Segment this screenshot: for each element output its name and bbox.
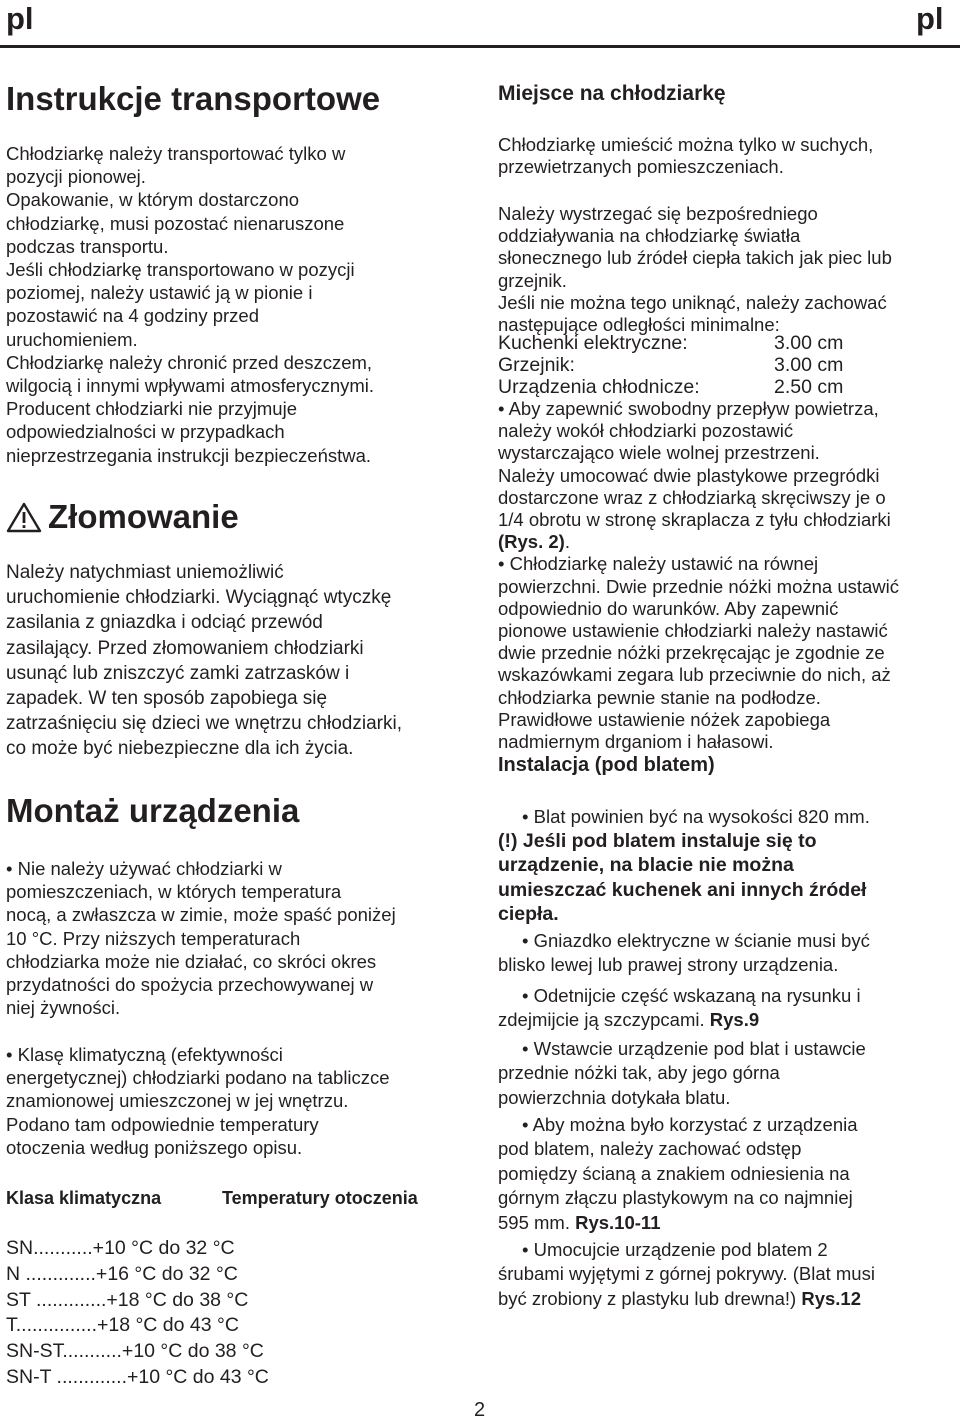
climate-table-header [6, 1186, 418, 1210]
text-line: Podano tam odpowiednie temperatury [6, 1113, 319, 1135]
placement-heading: Miejsce na chłodziarkę [498, 82, 726, 105]
placement-para-2 [498, 203, 892, 336]
installation-item-3 [498, 984, 861, 1033]
mounting-para-2 [6, 1043, 390, 1159]
disposal-body [6, 560, 402, 762]
text-line: odpowiedzialności w przypadkach [6, 421, 285, 443]
text-line: ciepła. [498, 903, 559, 926]
transport-heading: Instrukcje transportowe [6, 80, 381, 117]
text-line: Jeśli nie można tego uniknąć, należy zachować [498, 291, 887, 313]
mounting-para-1 [6, 857, 396, 1019]
placement-para-4 [498, 398, 899, 753]
text-line: chłodziarka pewnie stanie na podłodze. [498, 686, 821, 708]
text-line: chłodziarkę, musi pozostać nienaruszone [6, 212, 345, 234]
text-line: • Umocujcie urządzenie pod blatem 2 [522, 1239, 828, 1260]
text-line: wystarczająco wiele wolnej przestrzeni. [498, 442, 820, 464]
disposal-heading: Złomowanie [48, 498, 239, 535]
text-line: zapadek. W ten sposób zapobiega się [6, 688, 328, 710]
installation-item-5 [498, 1113, 858, 1235]
climate-row: SN-ST...........+10 °C do 38 °C [6, 1340, 264, 1363]
text-line: przydatności do spożycia przechowywanej w [6, 974, 374, 996]
text-line: dostarczone wraz z chłodziarką skręciwszy je o [498, 486, 886, 508]
text-line: poziomej, należy ustawić ją w pionie i [6, 282, 313, 304]
text-line: pionowe ustawienie chłodziarki należy nastawić [498, 620, 888, 642]
text-line: niej żywności. [6, 997, 121, 1019]
climate-class-column-header: Klasa klimatyczna [6, 1188, 162, 1208]
text-line [498, 1211, 858, 1235]
distance-label: Urządzenia chłodnicze: [498, 376, 700, 399]
installation-item-1 [498, 805, 870, 829]
distance-row [498, 354, 843, 376]
header-rule [0, 45, 960, 48]
text-line: Opakowanie, w którym dostarczono [6, 189, 300, 211]
figure-reference: Rys.12 [801, 1287, 861, 1309]
climate-row: ST .............+18 °C do 38 °C [6, 1288, 249, 1311]
text-line: zasilający. Przed złomowaniem chłodziarki [6, 637, 364, 659]
text-line: pomieszczeniach, w których temperatura [6, 881, 342, 903]
language-code-left: pl [6, 1, 34, 36]
text-line: podczas transportu. [6, 235, 169, 257]
text-line: • Odetnijcie część wskazaną na rysunku i [522, 985, 861, 1006]
installation-item-2 [498, 929, 870, 978]
placement-para-1 [498, 134, 873, 178]
distance-value: 2.50 cm [774, 376, 844, 399]
text-line: • Chłodziarkę należy ustawić na równej [498, 553, 819, 575]
installation-warning [498, 829, 866, 927]
text-line: śrubami wyjętymi z górnej pokrywy. (Blat musi [498, 1263, 875, 1285]
text-line: powierzchni. Dwie przednie nóżki można ustawić [498, 575, 900, 597]
text-line: blisko lewej lub prawej strony urządzenia. [498, 954, 839, 976]
text-run: zdejmijcie ją szczypcami. [498, 1009, 710, 1031]
text-line: oddziaływania na chłodziarkę światła [498, 225, 801, 247]
transport-body [6, 142, 374, 467]
text-line: • Wstawcie urządzenie pod blat i ustawcie [522, 1038, 866, 1059]
disposal-heading-row [6, 497, 239, 537]
text-line: • Blat powinien być na wysokości 820 mm. [522, 806, 870, 827]
text-line: • Aby zapewnić swobodny przepływ powietrza, [498, 398, 879, 419]
climate-row: T...............+18 °C do 43 °C [6, 1314, 239, 1337]
text-run: 595 mm. [498, 1211, 576, 1233]
text-line: uruchomienie chłodziarki. Wyciągnąć wtyczkę [6, 587, 392, 609]
text-line [498, 1287, 875, 1311]
text-line: wilgocią i innymi wpływami atmosferycznymi. [6, 375, 375, 397]
text-line: nieprzestrzegania instrukcji bezpieczeństwa. [6, 444, 372, 466]
text-line: • Gniazdko elektryczne w ścianie musi być [522, 930, 870, 951]
distance-row [498, 376, 843, 398]
text-line: Należy umocować dwie plastykowe przegródki [498, 464, 880, 486]
text-line: wskazówkami zegara lub przeciwnie do nich, aż [498, 664, 891, 686]
text-line: Prawidłowe ustawienie nóżek zapobiega [498, 708, 831, 730]
text-line: znamionowej umieszczonej w jej wnętrzu. [6, 1090, 349, 1112]
text-line: 10 °C. Przy niższych temperaturach [6, 927, 301, 949]
text-line: zasilania z gniazdka i odciąć przewód [6, 612, 323, 634]
text-line: umieszczać kuchenek ani innych źródeł [498, 878, 867, 901]
text-line: co może być niebezpieczne dla ich życia. [6, 738, 354, 760]
mounting-heading: Montaż urządzenia [6, 792, 300, 829]
climate-table [6, 1236, 269, 1391]
text-line: (!) Jeśli pod blatem instaluje się to [498, 830, 817, 852]
text-line: urządzenie, na blacie nie można [498, 854, 794, 877]
text-line: przednie nóżki tak, aby jego górna [498, 1062, 780, 1084]
text-line: (Rys. 2). [498, 531, 570, 553]
climate-row: SN...........+10 °C do 32 °C [6, 1237, 235, 1259]
distance-label: Kuchenki elektryczne: [498, 332, 688, 354]
text-line: 1/4 obrotu w stronę skraplacza z tyłu chłodziarki [498, 509, 891, 531]
distance-label: Grzejnik: [498, 354, 575, 377]
text-line: górnym złączu plastykowym na co najmniej [498, 1187, 853, 1209]
text-line: dwie przednie nóżki przekręcając je zgodnie ze [498, 642, 885, 664]
installation-heading: Instalacja (pod blatem) [498, 754, 715, 776]
text-line: Chłodziarkę należy chronić przed deszczem, [6, 351, 373, 373]
text-line: • Klasę klimatyczną (efektywności [6, 1044, 283, 1065]
text-line: • Nie należy używać chłodziarki w [6, 858, 282, 879]
text-line: usunąć lub zniszczyć zamki zatrzasków i [6, 662, 350, 684]
text-line: należy wokół chłodziarki pozostawić [498, 420, 794, 442]
text-line: • Aby można było korzystać z urządzenia [522, 1114, 858, 1135]
text-line: Chłodziarkę należy transportować tylko w [6, 143, 346, 164]
text-line: pod blatem, należy zachować odstęp [498, 1138, 802, 1160]
text-line: pozostawić na 4 godziny przed [6, 305, 259, 327]
installation-item-6 [498, 1238, 875, 1311]
climate-row: SN-T .............+10 °C do 43 °C [6, 1365, 269, 1388]
text-line: Chłodziarkę umieścić można tylko w suchych, [498, 134, 874, 155]
warning-triangle-icon [6, 501, 42, 533]
text-line: zatrzaśnięciu się dzieci we wnętrzu chłodziarki, [6, 713, 402, 735]
ambient-temperature-column-header: Temperatury otoczenia [222, 1188, 418, 1208]
text-line: słonecznego lub źródeł ciepła takich jak piec lub [498, 247, 892, 269]
text-line [498, 1008, 861, 1032]
text-line: uruchomieniem. [6, 328, 138, 350]
text-line: Należy wystrzegać się bezpośredniego [498, 203, 818, 224]
text-line: chłodziarka może nie działać, co skróci okres [6, 950, 377, 972]
installation-item-4 [498, 1037, 866, 1110]
distance-value: 3.00 cm [774, 332, 844, 354]
text-line: nocą, a zwłaszcza w zimie, może spaść poniżej [6, 904, 396, 926]
text-line: energetycznej) chłodziarki podano na tabliczce [6, 1067, 390, 1089]
text-line: Jeśli chłodziarkę transportowano w pozycji [6, 259, 355, 281]
distance-list [498, 332, 843, 399]
figure-reference: (Rys. 2) [498, 531, 565, 553]
text-line: grzejnik. [498, 269, 567, 291]
text-line: nadmiernym drganiom i hałasowi. [498, 731, 774, 753]
text-line: Należy natychmiast uniemożliwić [6, 562, 284, 583]
figure-reference: Rys.10-11 [575, 1211, 661, 1233]
climate-row: N .............+16 °C do 32 °C [6, 1262, 238, 1285]
text-line: Producent chłodziarki nie przyjmuje [6, 398, 297, 420]
text-line: otoczenia według poniższego opisu. [6, 1136, 303, 1158]
text-line: następujące odległości minimalne: [498, 314, 780, 336]
distance-value: 3.00 cm [774, 354, 844, 377]
text-line: przewietrzanych pomieszczeniach. [498, 156, 784, 178]
text-line: pomiędzy ścianą a znakiem odniesienia na [498, 1162, 850, 1184]
text-line: odpowiednio do warunków. Aby zapewnić [498, 597, 839, 619]
language-code-right: pl [916, 1, 944, 36]
figure-reference: Rys.9 [709, 1009, 760, 1031]
distance-row [498, 332, 843, 354]
text-line: pozycji pionowej. [6, 166, 146, 188]
text-line: powierzchnia dotykała blatu. [498, 1086, 731, 1108]
text-run: być zrobiony z plastyku lub drewna!) [498, 1287, 802, 1309]
page-number: 2 [474, 1399, 486, 1421]
